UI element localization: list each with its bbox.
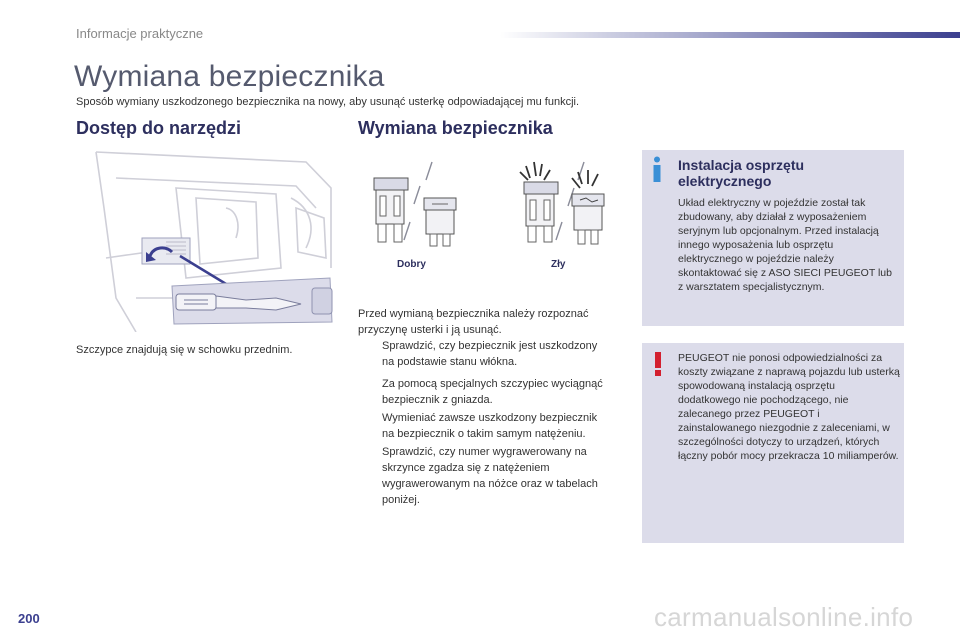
step-text: Sprawdzić, czy numer wygrawerowany na skrzynce zgadza się z natężeniem wygrawerowanym na nóżce oraz w tabelach poniżej.	[382, 446, 598, 506]
step-text: Wymieniać zawsze uszkodzony bezpiecznik na bezpiecznik o takim samym natężeniu.	[382, 412, 598, 440]
list-item	[358, 338, 608, 370]
info-panel-title: Instalacja osprzętu elektrycznego	[678, 157, 805, 189]
list-item	[358, 410, 604, 442]
warning-icon	[652, 352, 664, 376]
info-icon	[650, 156, 664, 182]
fuse-bad-label: Zły	[551, 259, 566, 270]
warning-panel-body: PEUGEOT nie ponosi odpowiedzialności za koszty związane z naprawą pojazdu lub usterką spowodowaną instalacją osprzętu dodatkowego nie pochodzącego, nie zalecanego przez PEUGEOT i zainstalowanego niezgodnie z zaleceniami, w szczególności dotyczy to urządzeń, których łączny pobór mocy przekracza 10 miliamperów.	[678, 352, 900, 462]
fuse-intro-text: Przed wymianą bezpiecznika należy rozpoznać przyczynę usterki i ją usunąć.	[358, 308, 589, 336]
fuse-comparison-illustration	[366, 160, 610, 250]
page-number: 200	[18, 611, 40, 626]
step-text: Za pomocą specjalnych szczypiec wyciągnąć bezpiecznik z gniazda.	[382, 378, 603, 406]
blown-fuse-socket-icon	[572, 194, 604, 244]
list-item	[358, 444, 604, 508]
replacement-steps-list	[358, 376, 604, 508]
fuse-replacement-heading: Wymiana bezpiecznika	[358, 118, 553, 138]
info-panel-body: Układ elektryczny w pojeździe został tak zbudowany, aby działał z wyposażeniem seryjnym lub opcjonalnym. Przed instalacją innego wyposażenia lub osprzętu elektrycznego w pojeździe należy skontaktować się z ASO SIECI PEUGEOT lub z warsztatem specjalistycznym.	[678, 197, 892, 293]
check-steps-list	[358, 338, 608, 370]
step-text: Sprawdzić, czy bezpiecznik jest uszkodzony na podstawie stanu włókna.	[382, 340, 598, 368]
list-item	[358, 376, 604, 408]
page-subtitle: Sposób wymiany uszkodzonego bezpiecznika na nowy, aby usunąć usterkę odpowiadającej mu funkcji.	[76, 96, 580, 108]
header-gradient-bar	[500, 32, 960, 38]
good-fuse-icon	[374, 178, 408, 242]
blown-fuse-icon	[524, 182, 558, 242]
tools-access-heading: Dostęp do narzędzi	[76, 118, 242, 138]
section-header: Informacje praktyczne	[76, 26, 204, 41]
good-fuse-socket-icon	[424, 198, 456, 246]
glovebox-illustration	[76, 148, 336, 332]
watermark: carmanualsonline.info	[654, 602, 914, 632]
tweezers-caption: Szczypce znajdują się w schowku przednim.	[76, 344, 293, 356]
page-title: Wymiana bezpiecznika	[74, 60, 385, 93]
fuse-good-label: Dobry	[397, 259, 426, 270]
